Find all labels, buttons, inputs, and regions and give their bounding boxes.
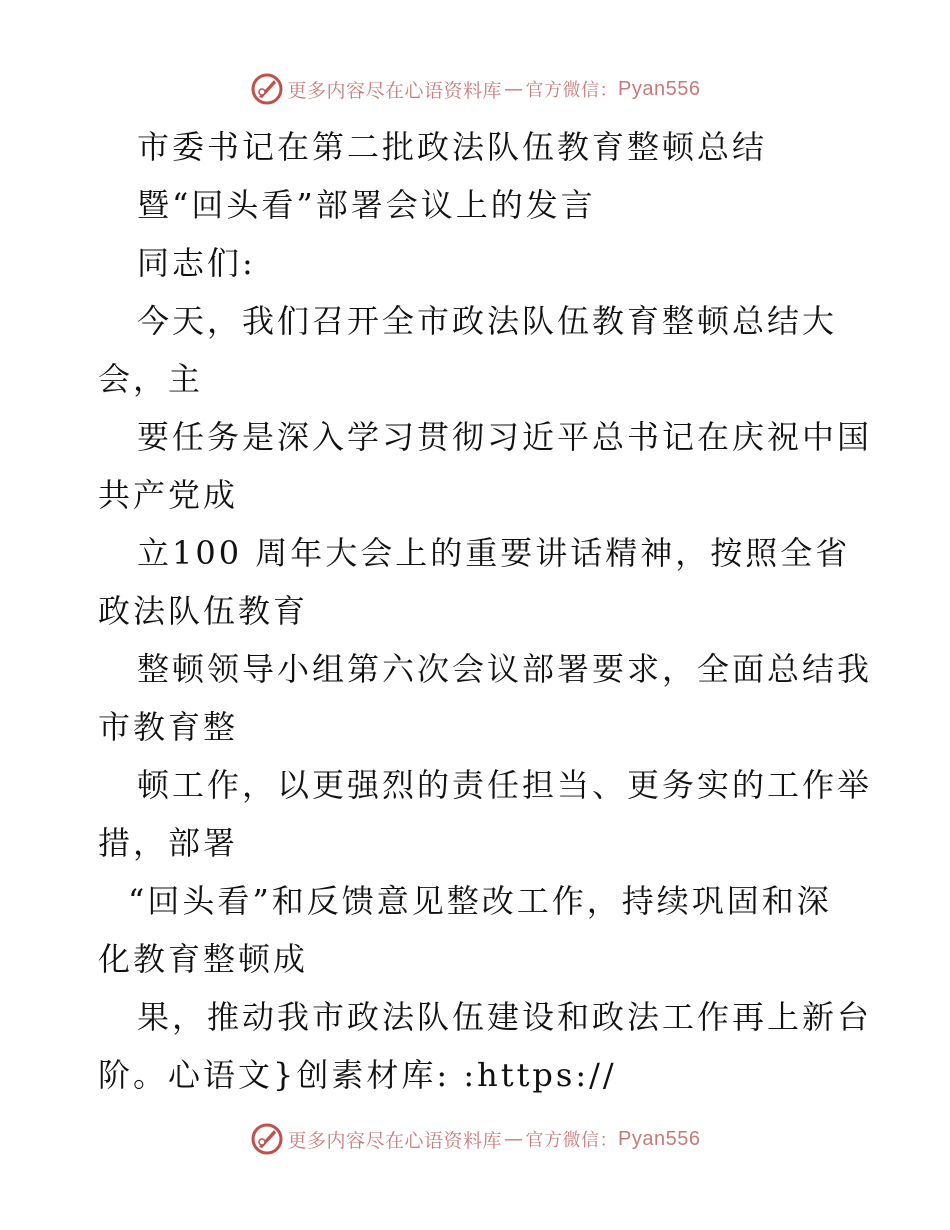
- paragraph-line: 要任务是深入学习贯彻习近平总书记在庆祝中国: [137, 418, 873, 456]
- paragraph-line: 化教育整顿成: [98, 940, 309, 978]
- footer-watermark: [0, 1122, 950, 1156]
- paragraph-line: 政法队伍教育: [98, 592, 309, 630]
- paragraph-line: 措，部署: [98, 824, 239, 862]
- paragraph-line: 整顿领导小组第六次会议部署要求，全面总结我: [137, 650, 873, 688]
- document-title-line-2: 暨“回头看”部署会议上的发言: [137, 186, 596, 224]
- watermark-wechat-id: Pyan556: [618, 77, 701, 100]
- quill-logo-icon: [250, 72, 284, 106]
- quill-logo-icon: [250, 1122, 284, 1156]
- document-title-line-1: 市委书记在第二批政法队伍教育整顿总结: [137, 128, 768, 166]
- header-watermark: [0, 72, 950, 106]
- watermark-wechat-label: 官方微信：: [525, 1130, 619, 1151]
- paragraph-line: 立100 周年大会上的重要讲话精神，按照全省: [137, 534, 851, 572]
- watermark-wechat-id: Pyan556: [618, 1127, 701, 1150]
- paragraph-line: “回头看”和反馈意见整改工作，持续巩固和深: [128, 882, 832, 920]
- watermark-text: 更多内容尽在心语资料库: [287, 1129, 503, 1152]
- paragraph-line: 果，推动我市政法队伍建设和政法工作再上新台: [137, 998, 873, 1036]
- watermark-text: 更多内容尽在心语资料库: [287, 79, 503, 102]
- watermark-separator: —: [504, 78, 524, 100]
- paragraph-line: 顿工作，以更强烈的责任担当、更务实的工作举: [137, 766, 873, 804]
- salutation: 同志们:: [137, 244, 256, 282]
- watermark-separator: —: [504, 1128, 524, 1150]
- paragraph-line: 市教育整: [98, 708, 239, 746]
- paragraph-line: 阶。心语文}创素材库: :https://: [98, 1056, 617, 1094]
- paragraph-line: 共产党成: [98, 476, 239, 514]
- watermark-wechat-label: 官方微信：: [525, 80, 619, 101]
- paragraph-line: 会，主: [98, 360, 204, 398]
- paragraph-line: 今天，我们召开全市政法队伍教育整顿总结大: [137, 302, 838, 340]
